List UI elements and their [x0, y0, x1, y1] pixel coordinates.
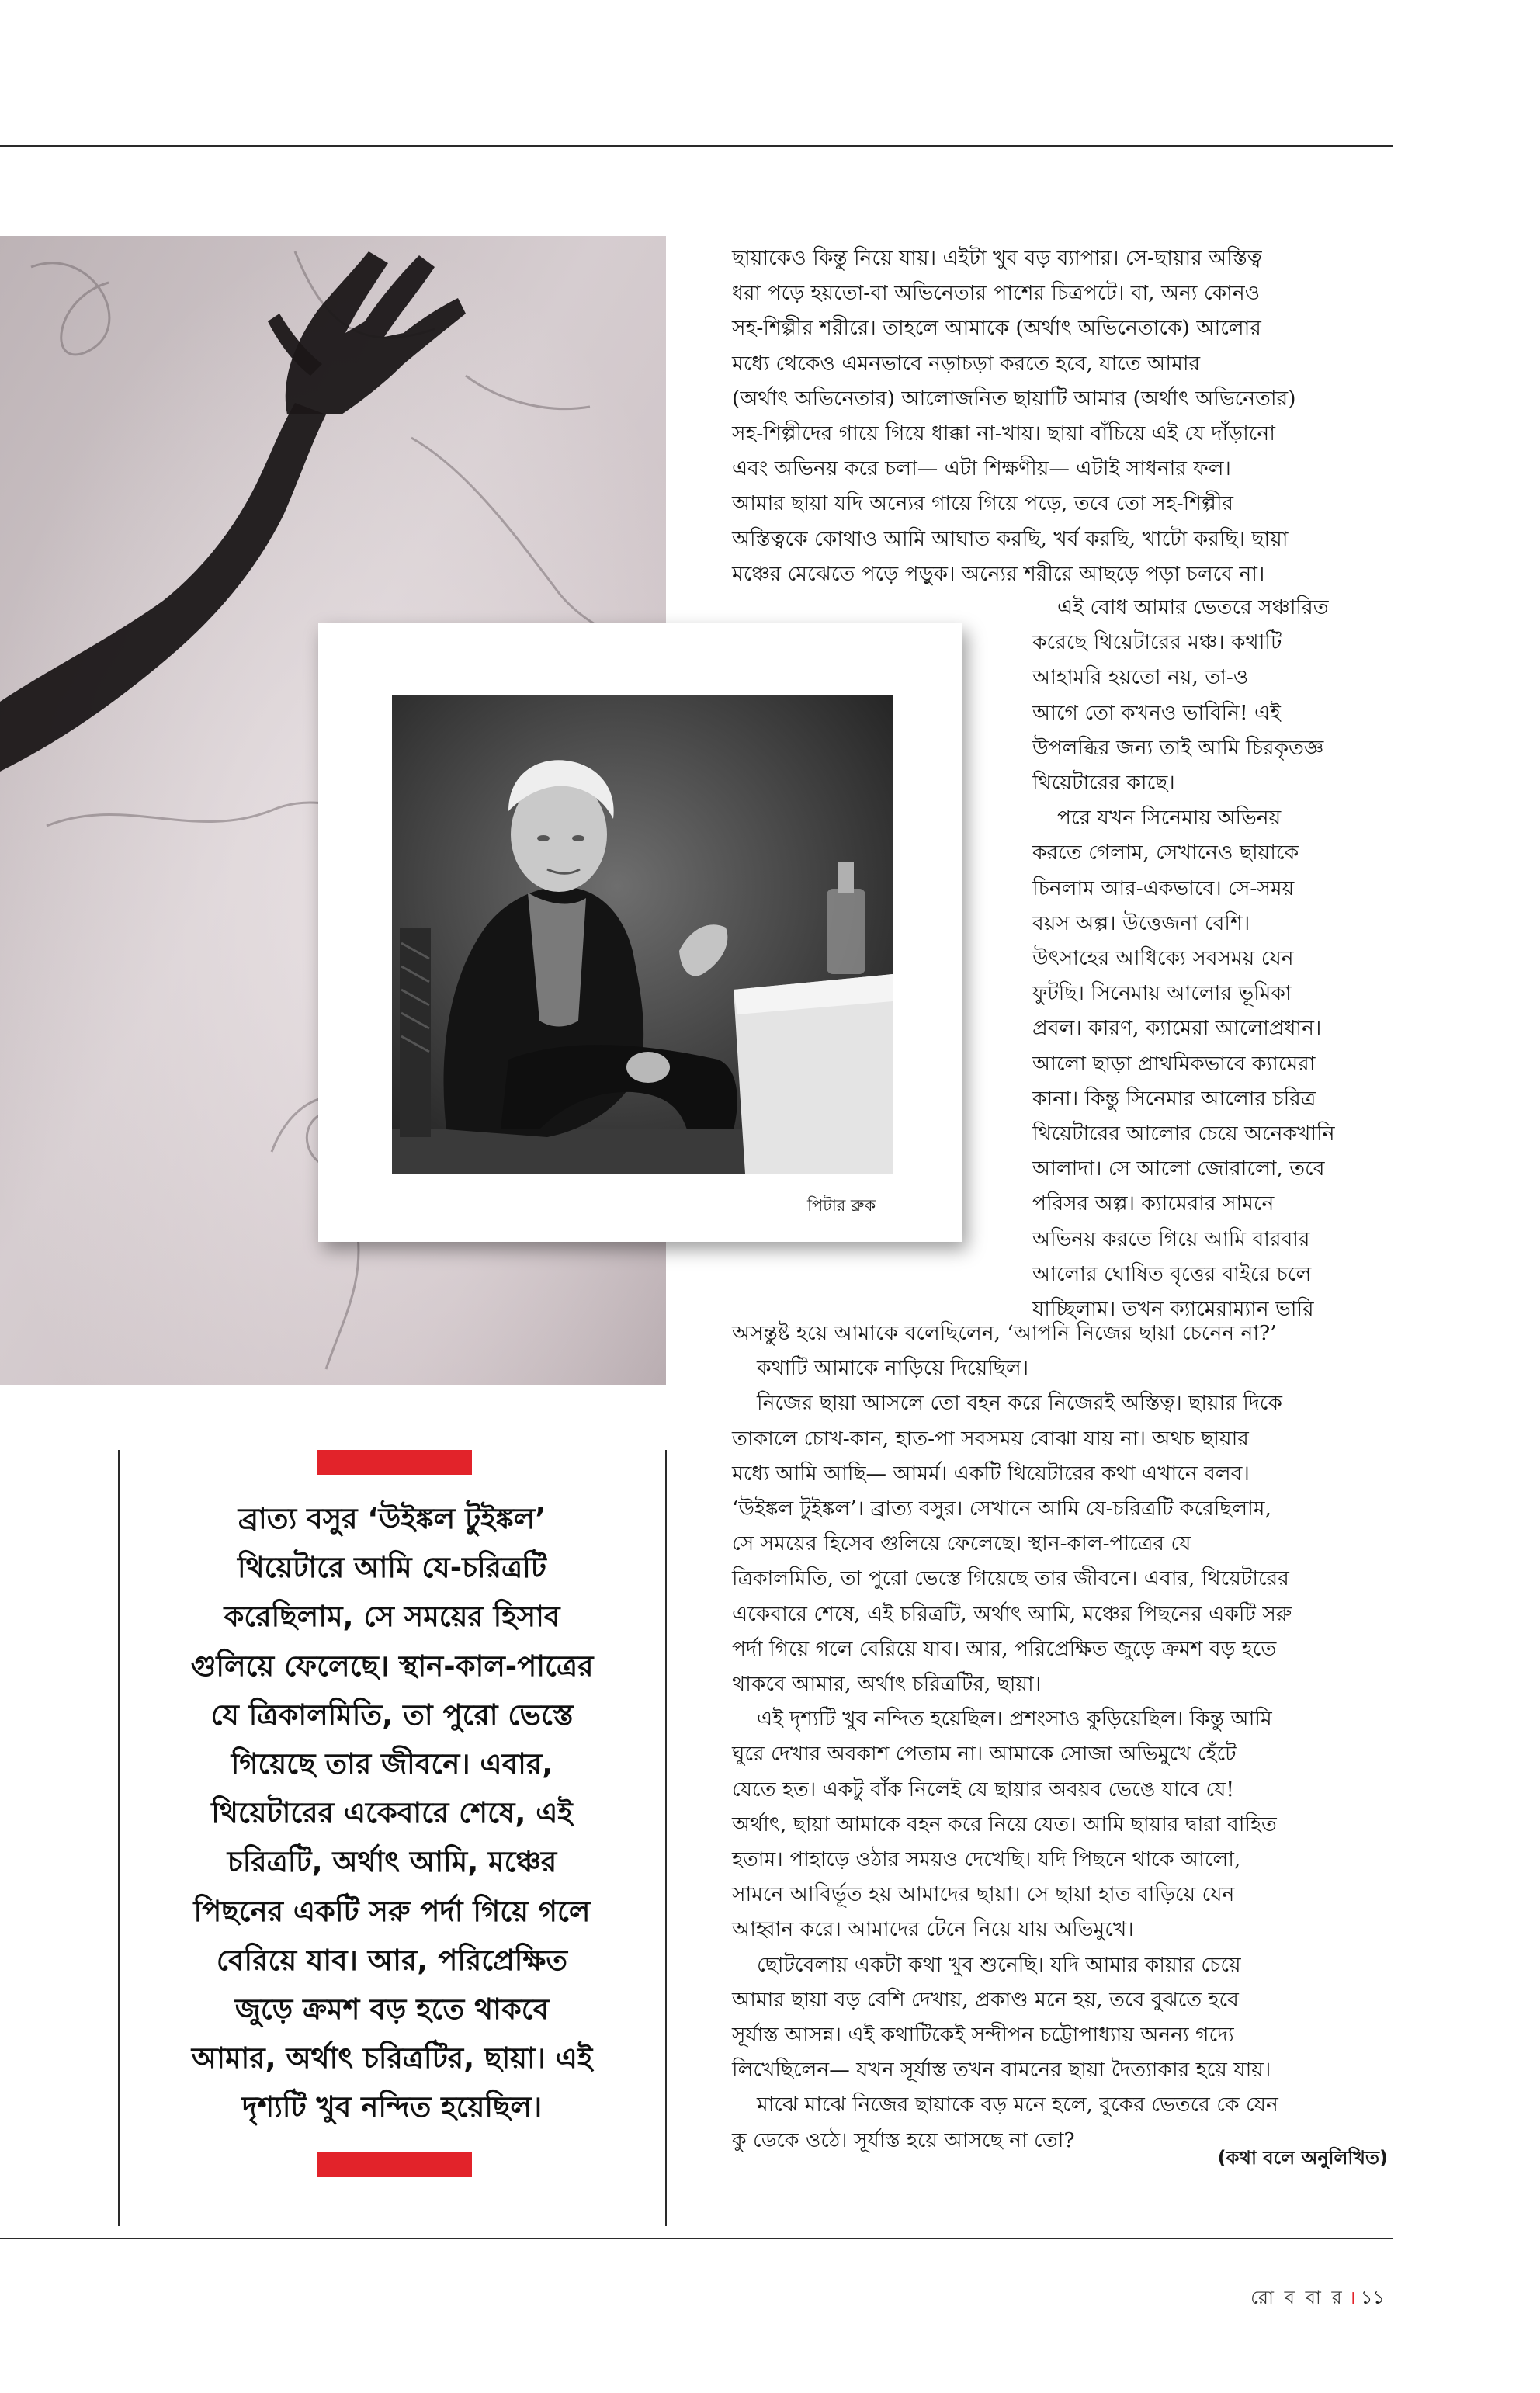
top-rule: [0, 145, 1393, 147]
text-line: থিয়েটারের একেবারে শেষে, এই: [211, 1796, 573, 1830]
folio-separator: ।: [1348, 2287, 1356, 2308]
text-line: পর্দা গিয়ে গলে বেরিয়ে যাব। আর, পরিপ্রেক্ষিত জুড়ে ক্রমশ বড় হতে: [732, 1636, 1277, 1661]
text-line: মাঝে মাঝে নিজের ছায়াকে বড় মনে হলে, বুকের ভেতরে কে যেন: [757, 2093, 1278, 2117]
text-line: দৃশ্যটি খুব নন্দিত হয়েছিল।: [241, 2090, 543, 2124]
text-line: প্রবল। কারণ, ক্যামেরা আলোপ্রধান।: [1032, 1016, 1322, 1041]
text-line: আলো ছাড়া প্রাথমিকভাবে ক্যামেরা: [1032, 1051, 1316, 1076]
text-line: থিয়েটারে আমি যে-চরিত্রটি: [238, 1551, 546, 1585]
text-line: পরিসর অল্প। ক্যামেরার সামনে: [1032, 1191, 1275, 1216]
text-line: লিখেছিলেন— যখন সূর্যাস্ত তখন বামনের ছায়া দৈত্যাকার হয়ে যায়।: [732, 2058, 1271, 2083]
text-line: মধ্যে থেকেও এমনভাবে নড়াচড়া করতে হবে, যাতে আমার: [732, 351, 1201, 376]
article-paragraph-2: [1032, 590, 1388, 1327]
text-line: অস্তিত্বকে কোথাও আমি আঘাত করছি, খর্ব করছি, খাটো করছি। ছায়া: [732, 526, 1289, 551]
text-line: কানা। কিন্তু সিনেমার আলোর চরিত্র: [1032, 1086, 1316, 1111]
pull-quote-right-rule: [665, 1450, 667, 2226]
text-line: ছোটবেলায় একটা কথা খুব শুনেছি। যদি আমার কায়ার চেয়ে: [757, 1952, 1241, 1977]
text-line: আহামরি হয়তো নয়, তা-ও: [1032, 665, 1249, 690]
publication-name: রো ব বা র: [1250, 2287, 1344, 2308]
article-signoff: (কথা বলে অনুলিখিত): [1217, 2147, 1388, 2169]
text-line: চিনলাম আর-একভাবে। সে-সময়: [1032, 876, 1295, 900]
text-line: সহ-শিল্পীদের গায়ে গিয়ে ধাক্কা না-খায়। ছায়া বাঁচিয়ে এই যে দাঁড়ানো: [732, 421, 1275, 446]
text-line: যে ত্রিকালমিতি, তা পুরো ভেস্তে: [210, 1698, 574, 1732]
text-line: ‘উইঙ্কল টুইঙ্কল’। ব্রাত্য বসুর। সেখানে আমি যে-চরিত্রটি করেছিলাম,: [732, 1496, 1271, 1521]
text-line: চরিত্রটি, অর্থাৎ আমি, মঞ্চের: [227, 1845, 557, 1879]
article-paragraph-3: [732, 1316, 1388, 2158]
text-line: থিয়েটারের কাছে।: [1032, 771, 1175, 796]
text-line: উপলব্ধির জন্য তাই আমি চিরকৃতজ্ঞ: [1032, 735, 1324, 760]
text-line: কু ডেকে ওঠে। সূর্যাস্ত হয়ে আসছে না তো?: [732, 2128, 1075, 2152]
text-line: গুলিয়ে ফেলেছে। স্থান-কাল-পাত্রের: [190, 1649, 594, 1683]
page-number: ১১: [1360, 2287, 1385, 2308]
pull-quote-bottom-bar: [317, 2152, 472, 2177]
text-line: ব্রাত্য বসুর ‘উইঙ্কল টুইঙ্কল’: [238, 1502, 546, 1535]
text-line: ছায়াকেও কিন্তু নিয়ে যায়। এইটা খুব বড় ব্যাপার। সে-ছায়ার অস্তিত্ব: [732, 246, 1262, 270]
text-line: অসন্তুষ্ট হয়ে আমাকে বলেছিলেন, ‘আপনি নিজের ছায়া চেনেন না?’: [732, 1321, 1277, 1345]
text-line: জুড়ে ক্রমশ বড় হতে থাকবে: [234, 1992, 550, 2027]
text-line: উৎসাহের আধিক্যে সবসময় যেন: [1032, 946, 1294, 971]
text-line: আগে তো কখনও ভাবিনি! এই: [1032, 700, 1281, 725]
text-line: থাকবে আমার, অর্থাৎ চরিত্রটির, ছায়া।: [732, 1672, 1042, 1697]
text-line: নিজের ছায়া আসলে তো বহন করে নিজেরই অস্তিত্ব। ছায়ার দিকে: [757, 1391, 1282, 1416]
text-line: (অর্থাৎ অভিনেতার) আলোজনিত ছায়াটি আমার (অর্থাৎ অভিনেতার): [732, 386, 1296, 411]
text-line: হতাম। পাহাড়ে ওঠার সময়ও দেখেছি। যদি পিছনে থাকে আলো,: [732, 1847, 1241, 1872]
text-line: করতে গেলাম, সেখানেও ছায়াকে: [1032, 841, 1299, 865]
bottom-rule: [0, 2238, 1393, 2239]
text-line: পরে যখন সিনেমায় অভিনয়: [1057, 806, 1282, 831]
text-line: ত্রিকালমিতি, তা পুরো ভেস্তে গিয়েছে তার জীবনে। এবার, থিয়েটারের: [732, 1566, 1289, 1591]
page-folio: [1250, 2284, 1385, 2315]
pull-quote-left-rule: [118, 1450, 120, 2226]
text-line: মঞ্চের মেঝেতে পড়ে পড়ুক। অন্যের শরীরে আছড়ে পড়া চলবে না।: [732, 561, 1265, 586]
text-line: ঘুরে দেখার অবকাশ পেতাম না। আমাকে সোজা অভিমুখে হেঁটে: [732, 1742, 1237, 1767]
text-line: সামনে আবির্ভূত হয় আমাদের ছায়া। সে ছায়া হাত বাড়িয়ে যেন: [732, 1882, 1235, 1907]
text-line: সে সময়ের হিসেব গুলিয়ে ফেলেছে। স্থান-কাল-পাত্রের যে: [732, 1531, 1191, 1556]
text-line: যেতে হত। একটু বাঁক নিলেই যে ছায়ার অবয়ব ভেঙে যাবে যে!: [732, 1777, 1235, 1802]
text-line: অর্থাৎ, ছায়া আমাকে বহন করে নিয়ে যেত। আমি ছায়ার দ্বারা বাহিত: [732, 1812, 1277, 1836]
text-line: মধ্যে আমি আছি— আমর্ম। একটি থিয়েটারের কথা এখানে বলব।: [732, 1461, 1250, 1486]
text-line: আলাদা। সে আলো জোরালো, তবে: [1032, 1157, 1325, 1181]
text-line: ফুটছি। সিনেমায় আলোর ভূমিকা: [1032, 981, 1292, 1006]
photo-caption: পিটার ব্রুক: [807, 1196, 876, 1215]
text-line: ধরা পড়ে হয়তো-বা অভিনেতার পাশের চিত্রপটে। বা, অন্য কোনও: [732, 281, 1261, 306]
text-line: থিয়েটারের আলোর চেয়ে অনেকখানি: [1032, 1122, 1335, 1146]
text-line: পিছনের একটি সরু পর্দা গিয়ে গলে: [193, 1894, 591, 1928]
text-line: আলোর ঘোষিত বৃত্তের বাইরে চলে: [1032, 1261, 1312, 1286]
text-line: সূর্যাস্ত আসন্ন। এই কথাটিকেই সন্দীপন চট্টোপাধ্যায় অনন্য গদ্যে: [732, 2023, 1234, 2048]
text-line: আমার ছায়া বড় বেশি দেখায়, প্রকাণ্ড মনে হয়, তবে বুঝতে হবে: [732, 1987, 1239, 2012]
text-line: তাকালে চোখ-কান, হাত-পা সবসময় বোঝা যায় না। অথচ ছায়ার: [732, 1426, 1249, 1451]
text-line: আমার, অর্থাৎ চরিত্রটির, ছায়া। এই: [191, 2041, 593, 2076]
text-line: এই বোধ আমার ভেতরে সঞ্চারিত: [1057, 595, 1329, 619]
text-line: আমার ছায়া যদি অন্যের গায়ে গিয়ে পড়ে, তবে তো সহ-শিল্পীর: [732, 491, 1234, 516]
text-line: এই দৃশ্যটি খুব নন্দিত হয়েছিল। প্রশংসাও কুড়িয়েছিল। কিন্তু আমি: [757, 1707, 1272, 1732]
photo-card: [318, 623, 962, 1242]
text-line: কথাটি আমাকে নাড়িয়ে দিয়েছিল।: [757, 1356, 1029, 1381]
text-line: বেরিয়ে যাব। আর, পরিপ্রেক্ষিত: [216, 1943, 568, 1977]
text-line: একেবারে শেষে, এই চরিত্রটি, অর্থাৎ আমি, মঞ্চের পিছনের একটি সরু: [732, 1601, 1292, 1626]
text-line: যাচ্ছিলাম। তখন ক্যামেরাম্যান ভারি: [1032, 1297, 1314, 1322]
article-paragraph-1: [732, 241, 1388, 591]
text-line: অভিনয় করতে গিয়ে আমি বারবার: [1032, 1226, 1310, 1251]
portrait-photo: [392, 695, 893, 1174]
text-line: গিয়েছে তার জীবনে। এবার,: [231, 1747, 553, 1781]
pull-quote-top-bar: [317, 1450, 472, 1475]
pull-quote: [140, 1494, 644, 2132]
text-line: আহ্বান করে। আমাদের টেনে নিয়ে যায় অভিমুখে।: [732, 1917, 1134, 1942]
text-line: করেছিলাম, সে সময়ের হিসাব: [224, 1600, 560, 1634]
text-line: বয়স অল্প। উত্তেজনা বেশি।: [1032, 910, 1250, 935]
text-line: সহ-শিল্পীর শরীরে। তাহলে আমাকে (অর্থাৎ অভিনেতাকে) আলোর: [732, 316, 1261, 341]
text-line: এবং অভিনয় করে চলা— এটা শিক্ষণীয়— এটাই সাধনার ফল।: [732, 456, 1231, 481]
text-line: করেছে থিয়েটারের মঞ্চ। কথাটি: [1032, 630, 1282, 655]
